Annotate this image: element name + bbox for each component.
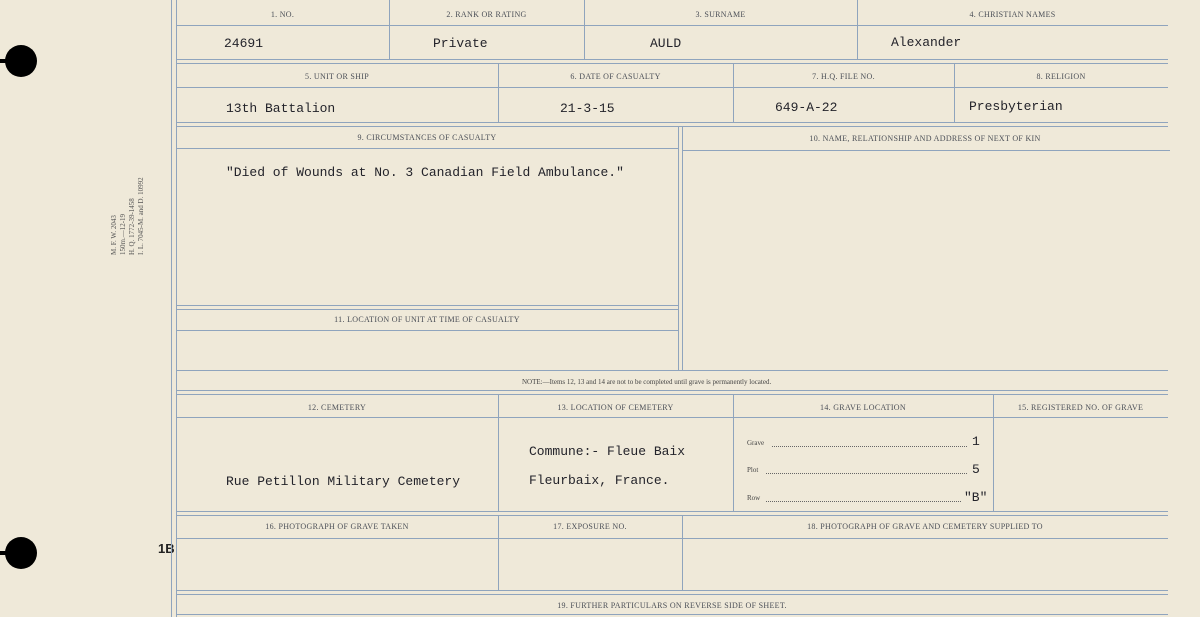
no-value: 24691 <box>224 36 264 51</box>
rule <box>176 590 1168 595</box>
further-particulars-label: 19. FURTHER PARTICULARS ON REVERSE SIDE OF SHEET. <box>557 601 787 610</box>
rule <box>682 126 683 370</box>
margin-rule <box>171 0 172 617</box>
rule <box>176 417 1168 418</box>
rule <box>682 150 1170 151</box>
no-label: 1. NO. <box>270 10 295 19</box>
rule <box>176 330 678 331</box>
rule <box>176 305 678 310</box>
religion-value: Presbyterian <box>969 99 1063 114</box>
rank-value: Private <box>433 36 488 51</box>
registered-no-label: 15. REGISTERED NO. OF GRAVE <box>1017 403 1144 412</box>
unit-value: 13th Battalion <box>226 101 336 116</box>
rule <box>176 148 678 149</box>
note: NOTE:—Items 12, 13 and 14 are not to be completed until grave is permanently located. <box>522 378 772 386</box>
rank-label: 2. RANK OR RATING <box>446 10 527 19</box>
row-value: "B" <box>964 490 988 505</box>
religion-label: 8. RELIGION <box>1036 72 1086 81</box>
plot-value: 5 <box>972 462 980 477</box>
location-of-cemetery-label: 13. LOCATION OF CEMETERY <box>557 403 674 412</box>
next-of-kin-label: 10. NAME, RELATIONSHIP AND ADDRESS OF NEXT OF KIN <box>809 134 1041 143</box>
location-of-unit-label: 11. LOCATION OF UNIT AT TIME OF CASUALTY <box>334 315 520 324</box>
rule <box>176 538 1168 539</box>
rule <box>176 59 1168 64</box>
side-print: M. F. W. 2043 150m.—12-19 H. Q. 1772-39-1458 I. L. 7045-M. and D. 10992 <box>110 177 145 255</box>
rule <box>176 122 1168 127</box>
sheet-number: 1B <box>158 541 175 556</box>
cemetery-value: Rue Petillon Military Cemetery <box>226 474 461 489</box>
dotted-line <box>772 446 967 447</box>
cemetery-commune: Commune:- Fleue Baix <box>529 444 686 459</box>
rule <box>176 511 1168 516</box>
plot-label: Plot <box>747 466 759 474</box>
hq-file-label: 7. H.Q. FILE NO. <box>812 72 875 81</box>
exposure-label: 17. EXPOSURE NO. <box>553 522 627 531</box>
photo-taken-label: 16. PHOTOGRAPH OF GRAVE TAKEN <box>265 522 409 531</box>
rule <box>584 0 585 59</box>
unit-label: 5. UNIT OR SHIP <box>305 72 369 81</box>
hq-file-value: 649-A-22 <box>775 100 838 115</box>
photo-supplied-label: 18. PHOTOGRAPH OF GRAVE AND CEMETERY SUPPLIED TO <box>807 522 1043 531</box>
rule <box>389 0 390 59</box>
christian-names-value: Alexander <box>891 35 962 50</box>
binder-hole <box>5 45 37 77</box>
surname-label: 3. SURNAME <box>695 10 746 19</box>
cemetery-label: 12. CEMETERY <box>307 403 367 412</box>
dotted-line <box>766 473 967 474</box>
date-label: 6. DATE OF CASUALTY <box>570 72 661 81</box>
rule <box>176 25 1168 26</box>
circumstances-value: "Died of Wounds at No. 3 Canadian Field Ambulance." <box>226 165 624 180</box>
rule <box>176 87 1168 88</box>
grave-value: 1 <box>972 434 980 449</box>
rule <box>176 390 1168 395</box>
rule <box>176 370 1168 371</box>
christian-names-label: 4. CHRISTIAN NAMES <box>969 10 1056 19</box>
binder-hole <box>5 537 37 569</box>
rule <box>857 0 858 59</box>
circumstances-label: 9. CIRCUMSTANCES OF CASUALTY <box>357 133 497 142</box>
grave-location-label: 14. GRAVE LOCATION <box>820 403 906 412</box>
row-label: Row <box>747 494 761 502</box>
grave-label: Grave <box>747 439 765 447</box>
rule <box>678 126 679 370</box>
date-value: 21-3-15 <box>560 101 615 116</box>
cemetery-place: Fleurbaix, France. <box>529 473 670 488</box>
surname-value: AULD <box>650 36 682 51</box>
rule <box>176 614 1168 615</box>
dotted-line <box>766 501 961 502</box>
